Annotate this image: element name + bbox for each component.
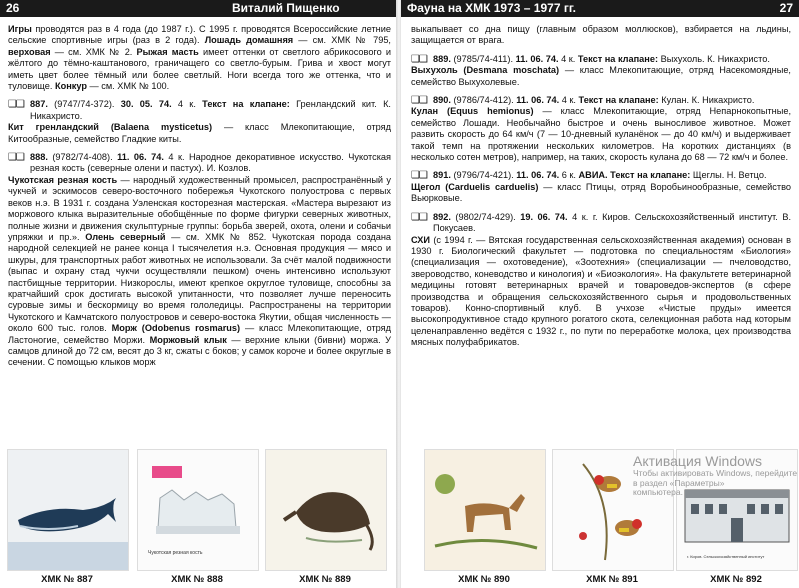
activation-watermark	[633, 454, 799, 498]
envelope-888-image	[137, 449, 259, 571]
envelope-889-image	[265, 449, 387, 571]
text-run: проводятся раз в 4 года (до 1987 г.). С 1995 г. проводятся Всероссийские летние сельские спортивные игры (раз в 2 года).	[8, 24, 391, 46]
right-header	[401, 0, 799, 17]
checkbox-icon: ❑❑	[8, 99, 24, 111]
watermark-line-1: Чтобы активировать Windows, перейдите в раздел «Параметры»	[633, 468, 798, 488]
caption-888: ХМК № 888	[171, 574, 223, 585]
entry-892: ❑❑ 892. (9802/74-429). 19. 06. 74. 4 к. г. Киров. Сельскохозяйственный институт. В. Покусаев. СХИ (с 1994 г. — Вятская государственная сельскохозяйственная академия) основан в 1930 г. Биологический факультет — подготовка по специальностям «Биология» (специализация — охотоведение), «Зоотехния» (специализации — пчеловодство, звероводство, коневодство и кинология) и «Биоэкология». На факультете ветеринарной медицины готовят ветеринарных врачей и товароведов-экспертов (в сфере производства и обращения сельскохозяйственного сырья и продовольственных товаров). Конно-спортивный клуб. В учхозе «Чистые пруды» имеется высокопродуктивное стадо крупного рогатого скота, селекционная работа над которым целенаправленно ведётся с 1932 г., по пути по переработке молока, цех производства мясных полуфабрикатов.	[411, 211, 791, 348]
text-run: — класс Птицы, отряд Воробьинообразные, семейство Вьюрковые.	[411, 181, 791, 204]
caption-890: ХМК № 890	[458, 574, 510, 585]
text-run: — класс Млекопитающие, отряд Насекомоядные, семейство Выхухолевые.	[411, 65, 791, 87]
checkbox-icon: ❑❑	[411, 53, 427, 65]
text-run: имеет оттенки от светлого абрикосового и жёлтого до тёмно-каштанового, граничащего со светло-бурым. Грива и хвост могут иметь цвет более тёмный или более светлый. Ноги всегда того же оттенка, что и туловище.	[8, 46, 391, 92]
text-run: Моржовый клык	[149, 334, 227, 345]
caption-887: ХМК № 887	[41, 574, 93, 585]
watermark-title: Активация Windows	[633, 453, 763, 469]
left-header	[0, 0, 397, 17]
envelope-890-image	[424, 449, 546, 571]
entry-889-desc	[411, 65, 791, 88]
text-run: — см. ХМК № 100.	[86, 81, 170, 92]
text-run: СХИ	[411, 234, 431, 245]
text-run: Лошадь домашняя	[204, 35, 294, 46]
entry-887-desc	[8, 122, 391, 145]
running-head-left: Виталий Пищенко	[232, 1, 340, 15]
envelope-892-text: г. Киров. Сельскохозяйственный институт	[687, 554, 765, 559]
text-run: — класс Млекопитающие, отряд Китообразные, семейство Гладкие киты.	[8, 122, 391, 144]
running-head-right: Фауна на ХМК 1973 – 1977 гг.	[407, 1, 576, 15]
caption-892: ХМК № 892	[710, 574, 762, 585]
checkbox-icon: ❑❑	[411, 95, 427, 107]
watermark-line-2: компьютера.	[633, 487, 683, 497]
text-run: Кулан (Equus hemionus)	[411, 106, 534, 117]
entry-891-desc	[411, 182, 791, 205]
entry-890: ❑❑ 890. (9786/74-412). 11. 06. 74. 4 к. Текст на клапане: Кулан. К. Никахристо. Кулан (Equus hemionus) — класс Млекопитающие, отряд Непарнокопытные, семейство Лошади. Необычайно быстрое и очень выносливое животное. Может развить скорость до 64 км/ч (7 — 10-дневный куланёнок — до 40 км/ч) и выдерживает такой темп на протяжении нескольких километров. На коротких дистанциях (в несколько сотен метров), например, на таких, скорость кулана до 68 — 72 км/ч и более.	[411, 95, 791, 163]
intro-paragraph	[8, 24, 391, 92]
entry-891: ❑❑ 891. (9796/74-421). 11. 06. 74. 6 к. АВИА. Текст на клапане: Щеглы. Н. Ветцо. Щегол (Carduelis carduelis) — класс Птицы, отряд Воробьинообразные, семейство Вьюрковые.	[411, 170, 791, 204]
envelope-887-image	[7, 449, 129, 571]
text-run: — класс Млекопитающие, отряд Ластоногие, семейство Моржи.	[8, 323, 391, 345]
text-run: (с 1994 г. — Вятская государственная сельскохозяйственная академия) основан в 1930 г. Биологический факультет — подготовка по специальностям «Биология» (специализация — охотоведение), «Зоотехния» (специализации — пчеловодство, звероводство, коневодство и кинология) и «Биоэкология». На факультете ветеринарной медицины готовят ветеринарных врачей и товароведов-экспертов (в сфере производства и обращения сельскохозяйственного сырья и продовольственных товаров). Конно-спортивный клуб. В учхозе «Чистые пруды» имеется высокопродуктивное стадо крупного рогатого скота, селекционная работа над которым целенаправленно ведётся с 1932 г., по пути по переработке молока, цех производства мясных полуфабрикатов.	[411, 234, 791, 348]
entry-887: ❑❑ 887. (9747/74-372). 30. 05. 74. 4 к. Текст на клапане: Гренландский кит. К. Никахристо. Кит гренландский (Balaena mysticetus) — класс Млекопитающие, отряд Китообразные, семейство Гладкие киты.	[8, 99, 391, 144]
caption-891: ХМК № 891	[586, 574, 638, 585]
left-text	[8, 24, 391, 369]
entry-892-desc	[411, 235, 791, 349]
text-run: Выхухоль (Desmana moschata)	[411, 65, 560, 76]
text-run: Кит гренландский (Balaena mysticetus)	[8, 122, 213, 133]
whale-icon	[8, 450, 128, 570]
entry-889: ❑❑ 889. (9785/74-411). 11. 06. 74. 4 к. Текст на клапане: Выхухоль. К. Никахристо. Выхухоль (Desmana moschata) — класс Млекопитающие, отряд Насекомоядные, семейство Выхухолевые.	[411, 53, 791, 87]
text-run: — верхние клыки (бивни) моржа. У самцов длиной до 72 см, весят до 3 кг, сжаты с боков; у самок короче и более округлые в сечении. С помощью клыков морж	[8, 334, 391, 368]
text-run: — народный художественный промысел, распространённый у чукчей и эскимосов северо-восточного побережья Чукотского полуострова с первых веков н.э. В 1931 г. создана Уэленская косторезная мастерская. «Мастера вырезают из моржового клыка выразительные обобщённые по форме фигурки северных животных, полные жизни и движения скульптурные группы: борьба зверей, охота, олени и собачьи упряжки и пр.».	[8, 174, 391, 242]
entry-888-desc	[8, 175, 391, 369]
envelope-888-text: Чукотская резная кость	[148, 550, 203, 556]
right-text	[411, 24, 791, 349]
caption-889: ХМК № 889	[299, 574, 351, 585]
text-run: — см. ХМК № 852. Чукотская порода создана народной селекцией не ранее конца I тысячелетия н.э. Основная продукция — мясо и шкуры, для транспортных работ животных не использовали. За счёт малой подвижности (выпас и охрану стад чукчи осуществляли пешком) очень интенсивно используют пастбищные территории. Низкорослы, имеют крепкое округлое туловище, способны за кратчайший срок достигать высокой упитанности, что позволяет лучше переносить суровые зимы и бескормицу во время гололедицы. Распространены на территории Чукотского и Камчатского полуостровов и северо-востока Якутии, общая численность — около 600 тыс. голов.	[8, 231, 392, 334]
text-run: — см. ХМК № 2.	[50, 46, 137, 57]
text-run: Щегол (Carduelis carduelis)	[411, 181, 539, 192]
text-run: Игры	[8, 24, 32, 34]
bone-carving-icon	[138, 450, 258, 570]
text-run: верховая	[8, 46, 51, 57]
checkbox-icon: ❑❑	[411, 170, 427, 182]
page-number-right: 27	[779, 1, 793, 15]
text-run: Олень северный	[85, 231, 166, 242]
page-number-left: 26	[6, 1, 20, 15]
entry-888: ❑❑ 888. (9782/74-408). 11. 06. 74. 4 к. Народное декоративное искусство. Чукотская резная кость (северные олени и пастух). И. Козлов. Чукотская резная кость — народный художественный промысел, распространённый у чукчей и эскимосов северо-восточного побережья Чукотского полуострова с первых веков н.э. В 1931 г. создана Уэленская косторезная мастерская. «Мастера вырезают из моржового клыка выразительные обобщённые по форме фигурки северных животных, полные жизни и движения скульптурные группы: борьба зверей, охота, олени и собачьи упряжки и пр.». Олень северный — см. ХМК № 852. Чукотская порода создана народной селекцией не ранее конца I тысячелетия н.э. Основная продукция — мясо и шкуры, для транспортных работ животных не использовали. За счёт малой подвижности (выпас и охрану стад чукчи осуществляли пешком) очень интенсивно используют пастбищные территории. Низкорослы, имеют крепкое округлое туловище, способны за кратчайший срок достигать высокой упитанности, что позволяет лучше переносить суровые зимы и бескормицу во время гололедицы. Распространены на территории Чукотского и Камчатского полуостровов и северо-востока Якутии, общая численность — около 600 тыс. голов. Морж (Odobenus rosmarus) — класс Млекопитающие, отряд Ластоногие, семейство Моржи. Моржовый клык — верхние клыки (бивни) моржа. У самцов длиной до 72 см, весят до 3 кг, сжаты с боков; у самок короче и более округлые в сечении. С помощью клыков морж	[8, 152, 392, 368]
desman-icon	[266, 450, 386, 570]
text-run: — см. ХМК № 795,	[293, 35, 391, 46]
text-run: Конкур	[54, 81, 87, 92]
continued-text: выкапывает со дна пищу (главным образом моллюсков), взбирается на льдины, защищается от врага.	[411, 24, 791, 46]
checkbox-icon: ❑❑	[411, 211, 427, 223]
checkbox-icon: ❑❑	[8, 152, 24, 164]
entry-890-desc	[411, 106, 791, 163]
text-run: Рыжая масть	[136, 46, 199, 57]
text-run: Чукотская резная кость	[8, 174, 118, 185]
text-run: Морж (Odobenus rosmarus)	[111, 323, 241, 334]
text-run: — класс Млекопитающие, отряд Непарнокопытные, семейство Лошади. Необычайно быстрое и очень выносливое животное. Может развить скорость до 64 км/ч (7 — 10-дневный куланёнок — до 40 км/ч) и выдерживает такой темп на протяжении нескольких километров. На коротких дистанциях (в несколько сотен метров), например, на таких, скорость кулана до 68 — 72 км/ч и более.	[411, 106, 791, 163]
kulan-icon	[425, 450, 545, 570]
